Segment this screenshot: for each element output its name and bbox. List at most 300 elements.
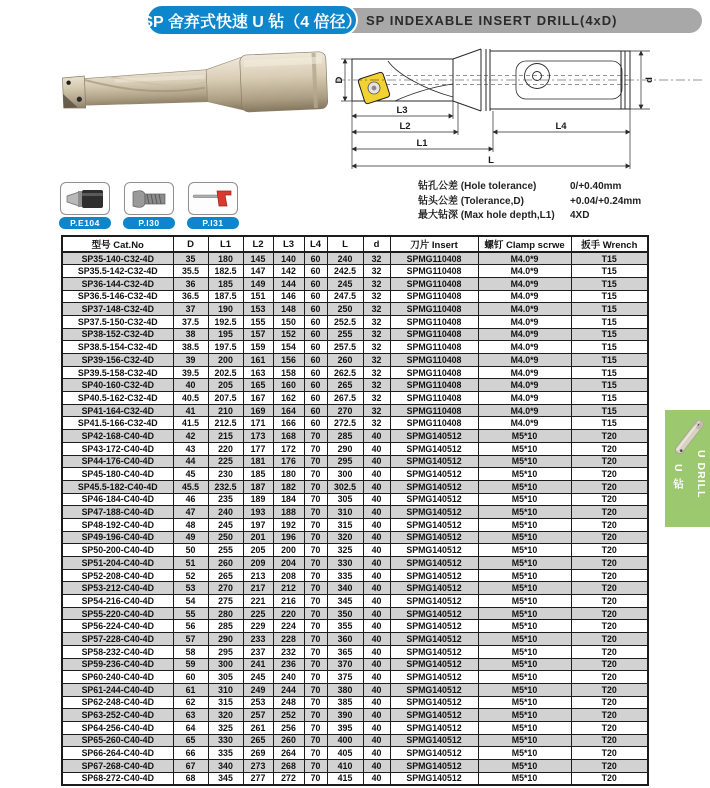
table-cell: 180 [273,468,304,481]
table-cell: 153 [243,303,273,316]
table-cell: 40 [363,607,390,620]
table-cell: 410 [327,760,363,773]
table-cell: T20 [571,430,648,443]
table-cell: M4.0*9 [478,341,571,354]
table-cell: 37.5 [173,315,208,328]
table-cell: 155 [243,315,273,328]
table-row [62,468,648,481]
table-cell: 375 [327,671,363,684]
table-cell: SP39-156-C32-4D [62,354,173,367]
table-cell: 40 [363,455,390,468]
tolerance-label-en: (Tolerance,D) [460,195,524,207]
table-cell: 57 [173,633,208,646]
table-cell: 260 [208,557,243,570]
spec-table-header-row [62,236,648,252]
table-cell: 70 [304,658,327,671]
table-row [62,772,648,785]
table-cell: 149 [243,277,273,290]
table-cell: 171 [243,417,273,430]
table-row [62,430,648,443]
table-cell: 32 [363,328,390,341]
table-cell: 161 [243,354,273,367]
table-cell: M5*10 [478,569,571,582]
table-cell: 49 [173,531,208,544]
table-cell: 370 [327,658,363,671]
table-cell: 38.5 [173,341,208,354]
table-cell: 320 [208,709,243,722]
table-cell: 250 [208,531,243,544]
table-cell: 60 [304,252,327,265]
table-cell: SPMG140512 [390,442,478,455]
table-cell: 40 [363,747,390,760]
table-cell: SP64-256-C40-4D [62,721,173,734]
table-cell: 40 [363,658,390,671]
table-cell: 256 [273,721,304,734]
table-cell: 252.5 [327,315,363,328]
table-cell: 44 [173,455,208,468]
table-cell: T15 [571,379,648,392]
table-row [62,341,648,354]
table-cell: SP52-208-C40-4D [62,569,173,582]
table-cell: SPMG140512 [390,430,478,443]
table-cell: SP44-176-C40-4D [62,455,173,468]
table-cell: 185 [243,468,273,481]
table-cell: 40 [363,721,390,734]
table-cell: 32 [363,252,390,265]
table-cell: 42 [173,430,208,443]
table-cell: 32 [363,341,390,354]
table-cell: 45.5 [173,480,208,493]
table-cell: SP58-232-C40-4D [62,645,173,658]
table-cell: 70 [304,645,327,658]
table-cell: M4.0*9 [478,290,571,303]
table-cell: 40 [173,379,208,392]
table-cell: 233 [243,633,273,646]
table-cell: 60 [304,341,327,354]
table-row [62,557,648,570]
table-cell: 60 [304,328,327,341]
table-cell: SP35.5-142-C32-4D [62,265,173,278]
table-cell: 36.5 [173,290,208,303]
tolerance-value: 0/+0.40mm [570,181,622,192]
column-header-2: L1 [208,236,243,252]
table-cell: 140 [273,252,304,265]
table-cell: T15 [571,303,648,316]
table-cell: 37 [173,303,208,316]
table-cell: M5*10 [478,430,571,443]
table-row [62,303,648,316]
table-cell: M4.0*9 [478,392,571,405]
table-cell: T20 [571,569,648,582]
table-cell: SPMG140512 [390,645,478,658]
table-cell: 40 [363,683,390,696]
table-cell: 195 [208,328,243,341]
table-cell: 245 [327,277,363,290]
table-cell: 39 [173,354,208,367]
table-cell: 247.5 [327,290,363,303]
table-cell: 277 [243,772,273,785]
table-cell: T20 [571,747,648,760]
table-cell: 144 [273,277,304,290]
table-cell: 61 [173,683,208,696]
table-cell: 40 [363,595,390,608]
table-row [62,315,648,328]
table-cell: 35 [173,252,208,265]
table-cell: 230 [208,468,243,481]
table-cell: M4.0*9 [478,354,571,367]
column-header-10: 扳手 Wrench [571,236,648,252]
table-cell: 157 [243,328,273,341]
table-cell: 70 [304,683,327,696]
table-cell: SPMG110408 [390,417,478,430]
table-cell: 240 [273,671,304,684]
table-cell: SP37.5-150-C32-4D [62,315,173,328]
table-cell: 70 [304,582,327,595]
table-cell: M4.0*9 [478,328,571,341]
table-cell: 36 [173,277,208,290]
table-cell: 200 [273,544,304,557]
table-cell: SP49-196-C40-4D [62,531,173,544]
table-cell: SP40-160-C32-4D [62,379,173,392]
table-cell: 192.5 [208,315,243,328]
table-cell: T20 [571,683,648,696]
table-cell: SP38-152-C32-4D [62,328,173,341]
table-cell: T15 [571,290,648,303]
table-cell: 176 [273,455,304,468]
tool-holder-icon [63,186,107,212]
table-row [62,417,648,430]
table-cell: 236 [273,658,304,671]
table-cell: 173 [243,430,273,443]
table-cell: 208 [273,569,304,582]
table-cell: T20 [571,531,648,544]
table-cell: T20 [571,557,648,570]
table-row [62,569,648,582]
table-cell: 60 [304,404,327,417]
table-cell: M4.0*9 [478,404,571,417]
table-cell: SPMG140512 [390,709,478,722]
dim-label-L1: L1 [416,138,428,149]
table-cell: T20 [571,506,648,519]
spec-table [61,235,649,786]
table-cell: M5*10 [478,595,571,608]
tab-label-zh: U 钻 [672,464,684,491]
table-cell: 40.5 [173,392,208,405]
column-header-8: 刀片 Insert [390,236,478,252]
table-cell: 264 [273,747,304,760]
table-cell: 150 [273,315,304,328]
table-cell: SP67-268-C40-4D [62,760,173,773]
table-cell: M5*10 [478,658,571,671]
table-cell: 260 [327,354,363,367]
table-row [62,506,648,519]
table-cell: 40 [363,620,390,633]
thumb-clamp-screw [124,182,174,232]
table-cell: M5*10 [478,455,571,468]
table-cell: 60 [304,366,327,379]
table-cell: 159 [243,341,273,354]
table-cell: M4.0*9 [478,366,571,379]
table-cell: T15 [571,252,648,265]
table-cell: 70 [304,493,327,506]
table-cell: 345 [208,772,243,785]
table-cell: M5*10 [478,557,571,570]
column-header-6: L [327,236,363,252]
table-cell: 60 [304,315,327,328]
table-cell: M5*10 [478,645,571,658]
table-cell: 60 [304,392,327,405]
table-cell: 164 [273,404,304,417]
table-cell: SP35-140-C32-4D [62,252,173,265]
table-cell: 70 [304,709,327,722]
table-row [62,328,648,341]
table-cell: T20 [571,442,648,455]
table-cell: SPMG140512 [390,721,478,734]
table-cell: 182.5 [208,265,243,278]
table-cell: 32 [363,417,390,430]
table-cell: 405 [327,747,363,760]
table-cell: 62 [173,696,208,709]
table-cell: 70 [304,772,327,785]
table-cell: 305 [327,493,363,506]
table-cell: SPMG110408 [390,341,478,354]
table-cell: SPMG140512 [390,569,478,582]
table-cell: 315 [208,696,243,709]
table-cell: 255 [208,544,243,557]
table-cell: T15 [571,341,648,354]
table-cell: 48 [173,518,208,531]
table-cell: SPMG110408 [390,303,478,316]
table-cell: 207.5 [208,392,243,405]
table-cell: M4.0*9 [478,277,571,290]
table-row [62,658,648,671]
table-cell: SP36-144-C32-4D [62,277,173,290]
table-cell: 163 [243,366,273,379]
table-cell: 41 [173,404,208,417]
tolerance-row [418,209,706,224]
table-cell: SP60-240-C40-4D [62,671,173,684]
dim-label-L3: L3 [396,105,408,116]
table-cell: 205 [243,544,273,557]
table-cell: 148 [273,303,304,316]
table-cell: 229 [243,620,273,633]
table-cell: SP40.5-162-C32-4D [62,392,173,405]
table-cell: 32 [363,265,390,278]
table-cell: M5*10 [478,582,571,595]
table-cell: SP63-252-C40-4D [62,709,173,722]
table-cell: 209 [243,557,273,570]
table-cell: SPMG140512 [390,455,478,468]
table-row [62,633,648,646]
table-cell: 300 [208,658,243,671]
column-header-9: 螺钉 Clamp scrwe [478,236,571,252]
table-cell: 260 [273,734,304,747]
table-cell: 232 [273,645,304,658]
table-cell: 60 [304,354,327,367]
table-cell: 40 [363,518,390,531]
table-cell: 225 [243,607,273,620]
table-cell: 147 [243,265,273,278]
table-cell: T20 [571,468,648,481]
table-cell: SPMG140512 [390,518,478,531]
table-row [62,582,648,595]
table-cell: 302.5 [327,480,363,493]
table-cell: 39.5 [173,366,208,379]
table-cell: 40 [363,633,390,646]
drill-photo-image [55,44,345,174]
table-cell: 38 [173,328,208,341]
thumb-torx-wrench [188,182,238,232]
table-cell: 45 [173,468,208,481]
table-cell: 265 [243,734,273,747]
table-cell: SPMG110408 [390,366,478,379]
table-cell: 245 [243,671,273,684]
table-cell: SPMG140512 [390,480,478,493]
table-cell: 58 [173,645,208,658]
table-cell: 60 [304,265,327,278]
table-cell: 65 [173,734,208,747]
column-header-3: L2 [243,236,273,252]
table-cell: 285 [208,620,243,633]
tolerance-label-en: (Max hole depth,L1) [460,210,555,222]
table-cell: T20 [571,607,648,620]
table-cell: 221 [243,595,273,608]
table-cell: 205 [208,379,243,392]
table-cell: 40 [363,582,390,595]
table-cell: 40 [363,468,390,481]
table-cell: 40 [363,430,390,443]
table-cell: 340 [327,582,363,595]
table-row [62,760,648,773]
table-cell: 70 [304,569,327,582]
table-cell: 32 [363,290,390,303]
table-cell: 70 [304,430,327,443]
related-parts-thumbnails [60,182,250,232]
table-cell: 395 [327,721,363,734]
table-row [62,531,648,544]
table-cell: 290 [208,633,243,646]
table-cell: 60 [304,277,327,290]
table-cell: 273 [243,760,273,773]
table-cell: 237 [243,645,273,658]
table-cell: 285 [327,430,363,443]
table-row [62,607,648,620]
section-tab-u-drill [665,410,710,527]
table-cell: 40 [363,569,390,582]
table-cell: 225 [208,455,243,468]
table-cell: T15 [571,315,648,328]
table-cell: 220 [208,442,243,455]
table-row [62,645,648,658]
table-cell: 167 [243,392,273,405]
table-cell: M5*10 [478,442,571,455]
table-cell: 66 [173,747,208,760]
table-cell: 32 [363,404,390,417]
table-cell: 52 [173,569,208,582]
table-cell: SPMG140512 [390,493,478,506]
table-cell: 32 [363,366,390,379]
table-cell: 40 [363,772,390,785]
table-cell: 54 [173,595,208,608]
table-cell: SP41-164-C32-4D [62,404,173,417]
column-header-0: 型号 Cat.No [62,236,173,252]
table-cell: 320 [327,531,363,544]
table-cell: 32 [363,277,390,290]
table-cell: SP46-184-C40-4D [62,493,173,506]
table-cell: T20 [571,633,648,646]
table-cell: 40 [363,696,390,709]
table-cell: 213 [243,569,273,582]
table-cell: 267.5 [327,392,363,405]
table-row [62,277,648,290]
table-cell: SP61-244-C40-4D [62,683,173,696]
column-header-4: L3 [273,236,304,252]
table-cell: M5*10 [478,518,571,531]
thumb-label: P.I31 [187,217,239,229]
table-cell: 275 [208,595,243,608]
table-cell: 280 [208,607,243,620]
table-cell: 70 [304,633,327,646]
table-row [62,620,648,633]
table-row [62,696,648,709]
table-cell: 40 [363,480,390,493]
table-cell: 400 [327,734,363,747]
table-cell: 248 [273,696,304,709]
table-cell: 40 [363,645,390,658]
table-cell: 272 [273,772,304,785]
table-cell: SPMG110408 [390,404,478,417]
spec-table-wrap [61,235,649,786]
table-cell: SP47-188-C40-4D [62,506,173,519]
table-cell: 70 [304,518,327,531]
table-row [62,709,648,722]
table-cell: M4.0*9 [478,417,571,430]
table-row [62,442,648,455]
table-cell: SP62-248-C40-4D [62,696,173,709]
table-row [62,366,648,379]
table-cell: 40 [363,557,390,570]
table-cell: M5*10 [478,734,571,747]
table-cell: 244 [273,683,304,696]
table-cell: 185 [208,277,243,290]
column-header-7: d [363,236,390,252]
table-cell: SP54-216-C40-4D [62,595,173,608]
table-cell: M5*10 [478,480,571,493]
table-cell: T20 [571,620,648,633]
table-cell: 162 [273,392,304,405]
table-cell: T15 [571,417,648,430]
table-cell: SP68-272-C40-4D [62,772,173,785]
tolerance-value: +0.04/+0.24mm [570,195,642,207]
dim-label-L: L [488,155,494,166]
table-cell: SP36.5-146-C32-4D [62,290,173,303]
table-cell: 70 [304,468,327,481]
table-cell: SP37-148-C32-4D [62,303,173,316]
table-cell: 43 [173,442,208,455]
table-cell: T20 [571,671,648,684]
table-cell: 262.5 [327,366,363,379]
table-cell: M5*10 [478,671,571,684]
table-cell: M5*10 [478,772,571,785]
table-cell: 70 [304,671,327,684]
table-cell: 70 [304,595,327,608]
table-cell: 35.5 [173,265,208,278]
column-header-5: L4 [304,236,327,252]
table-cell: 146 [273,290,304,303]
table-cell: 46 [173,493,208,506]
table-cell: M5*10 [478,607,571,620]
table-cell: 70 [304,734,327,747]
